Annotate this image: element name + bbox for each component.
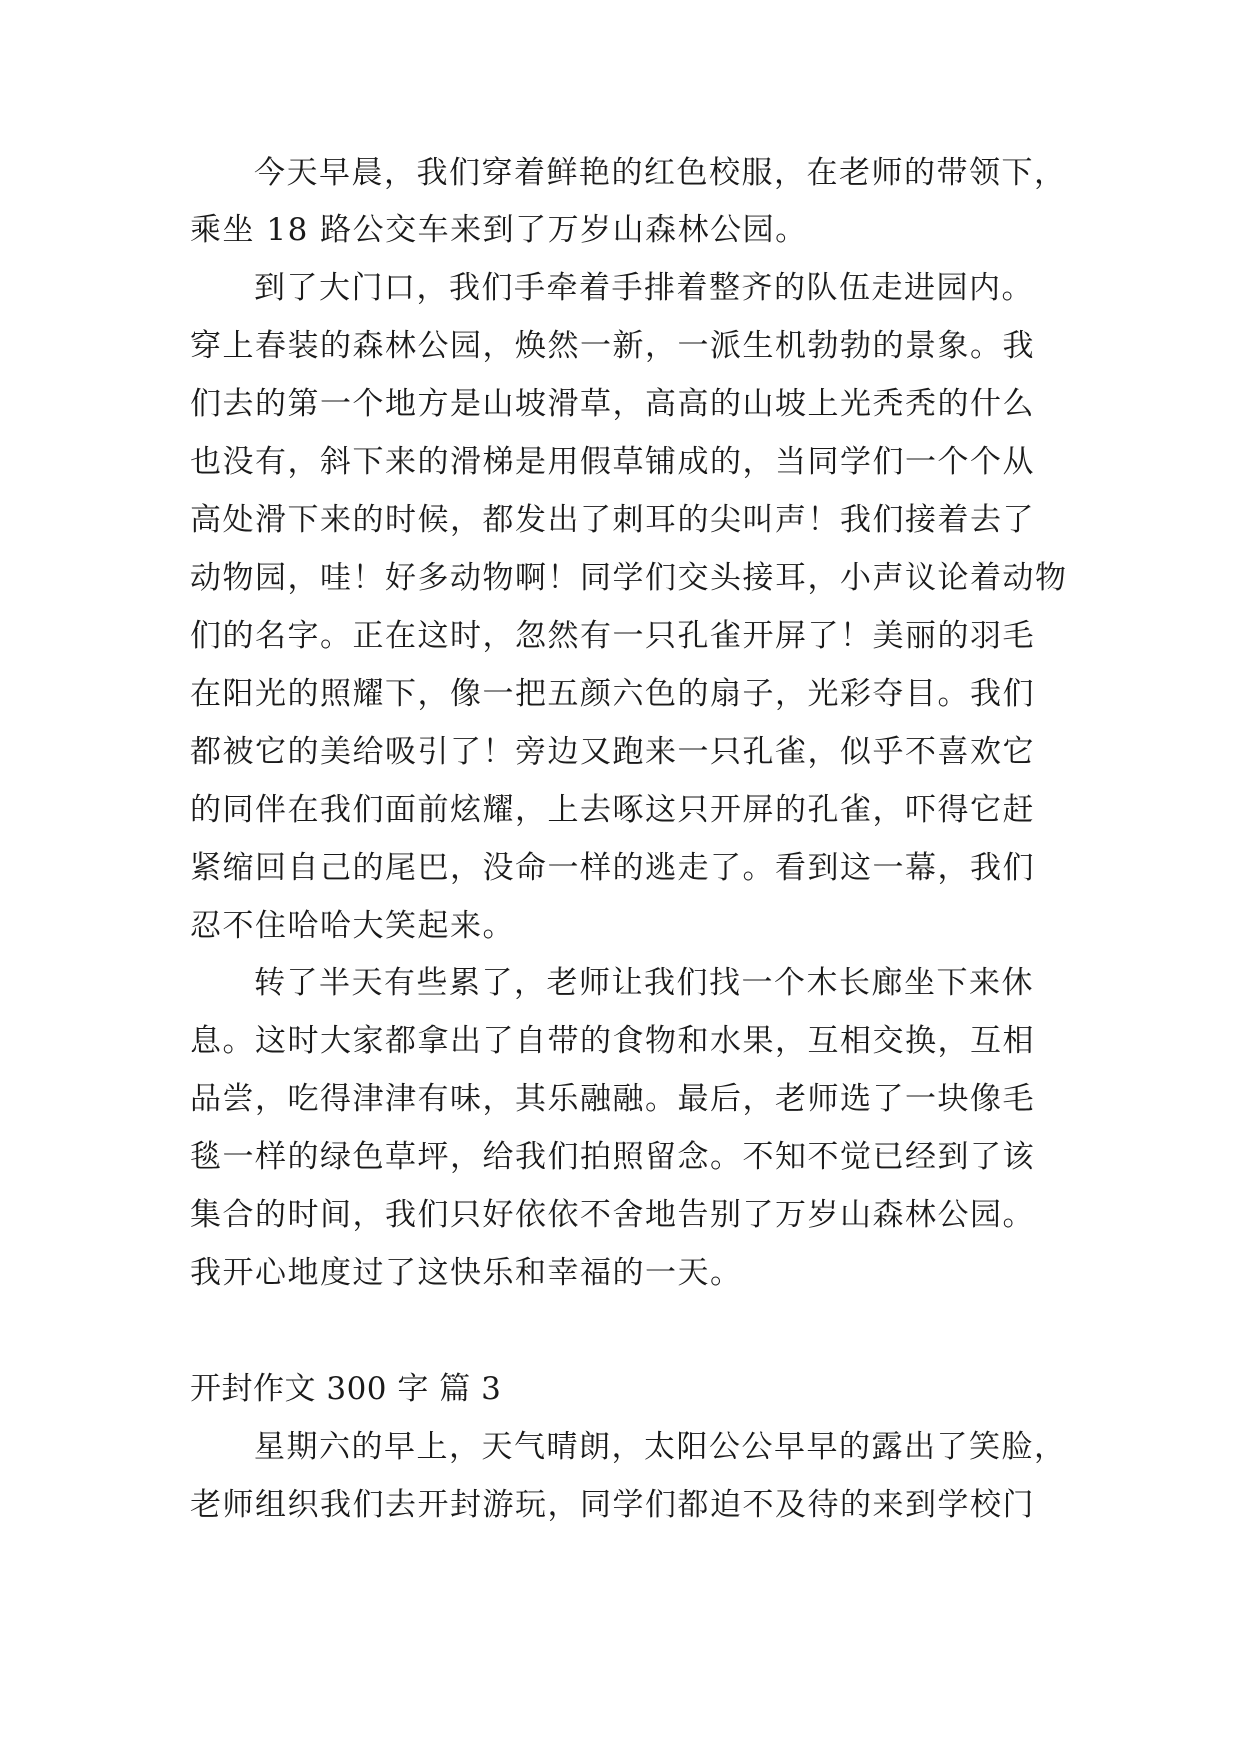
- paragraph-2-line-12: 忍不住哈哈大笑起来。: [190, 908, 515, 944]
- paragraph-3-line-1: 转了半天有些累了，老师让我们找一个木长廊坐下来休: [254, 965, 1034, 1001]
- paragraph-3-line-2: 息。这时大家都拿出了自带的食物和水果，互相交换，互相: [190, 1023, 1035, 1059]
- paragraph-2-line-3: 们去的第一个地方是山坡滑草，高高的山坡上光秃秃的什么: [190, 386, 1035, 422]
- paragraph-1-line-1: 今天早晨，我们穿着鲜艳的红色校服，在老师的带领下，: [254, 155, 1067, 191]
- paragraph-2-line-9: 都被它的美给吸引了！旁边又跑来一只孔雀，似乎不喜欢它: [190, 734, 1035, 770]
- paragraph-3-line-4: 毯一样的绿色草坪，给我们拍照留念。不知不觉已经到了该: [190, 1139, 1035, 1175]
- paragraph-3-line-5: 集合的时间，我们只好依依不舍地告别了万岁山森林公园。: [190, 1197, 1035, 1233]
- paragraph-2-line-11: 紧缩回自己的尾巴，没命一样的逃走了。看到这一幕，我们: [190, 850, 1035, 886]
- section-paragraph-line-1: 星期六的早上，天气晴朗，太阳公公早早的露出了笑脸，: [254, 1429, 1067, 1465]
- paragraph-2-line-6: 动物园，哇！好多动物啊！同学们交头接耳，小声议论着动物: [190, 560, 1068, 596]
- paragraph-2-line-8: 在阳光的照耀下，像一把五颜六色的扇子，光彩夺目。我们: [190, 676, 1035, 712]
- paragraph-2-line-5: 高处滑下来的时候，都发出了刺耳的尖叫声！我们接着去了: [190, 502, 1035, 538]
- paragraph-2-line-4: 也没有，斜下来的滑梯是用假草铺成的，当同学们一个个从: [190, 444, 1035, 480]
- section-heading: 开封作文 300 字 篇 3: [190, 1371, 502, 1407]
- paragraph-2-line-7: 们的名字。正在这时，忽然有一只孔雀开屏了！美丽的羽毛: [190, 618, 1035, 654]
- paragraph-1-line-2: 乘坐 18 路公交车来到了万岁山森林公园。: [190, 212, 808, 248]
- paragraph-3-line-6: 我开心地度过了这快乐和幸福的一天。: [190, 1255, 743, 1291]
- paragraph-3-line-3: 品尝，吃得津津有味，其乐融融。最后，老师选了一块像毛: [190, 1081, 1035, 1117]
- paragraph-2-line-1: 到了大门口，我们手牵着手排着整齐的队伍走进园内。: [254, 270, 1034, 306]
- paragraph-2-line-2: 穿上春装的森林公园，焕然一新，一派生机勃勃的景象。我: [190, 328, 1035, 364]
- paragraph-2-line-10: 的同伴在我们面前炫耀，上去啄这只开屏的孔雀，吓得它赶: [190, 792, 1035, 828]
- section-paragraph-line-2: 老师组织我们去开封游玩，同学们都迫不及待的来到学校门: [190, 1487, 1035, 1523]
